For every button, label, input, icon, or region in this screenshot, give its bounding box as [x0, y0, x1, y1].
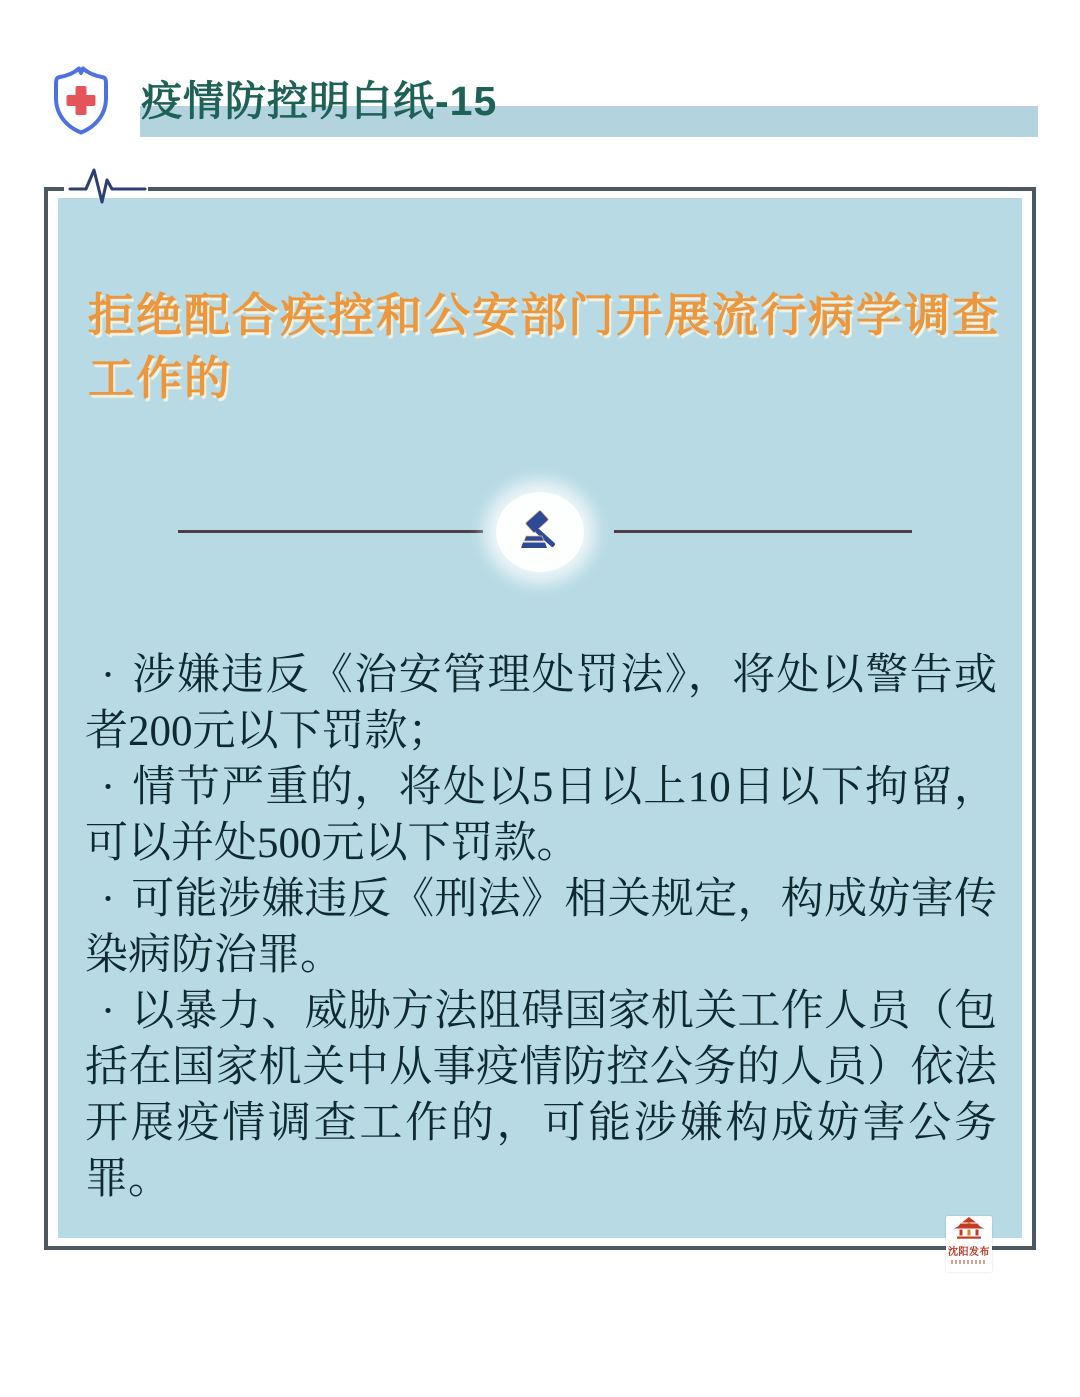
badge-subtext-line: [951, 1260, 987, 1264]
ecg-heartbeat-icon: [60, 160, 160, 210]
bullet-text: 情节严重的，将处以5日以上10日以下拘留，可以并处500元以下罚款。: [85, 764, 997, 867]
bullet-item: [85, 760, 997, 872]
gavel-icon: [516, 508, 564, 556]
card-heading: 拒绝配合疾控和公安部门开展流行病学调查工作的: [88, 289, 1000, 404]
publisher-badge: [946, 1216, 992, 1272]
bullet-dot: ·: [100, 988, 116, 1035]
bullet-item: [85, 648, 997, 760]
bullet-list: [85, 648, 997, 1208]
page-title: 疫情防控明白纸-15: [141, 78, 498, 124]
gavel-circle: [496, 492, 584, 572]
bullet-text: 可能涉嫌违反《刑法》相关规定，构成妨害传染病防治罪。: [85, 876, 997, 979]
badge-name: 沈阳发布: [948, 1247, 990, 1258]
shield-cross-icon: [46, 64, 116, 138]
bullet-item: [85, 984, 997, 1208]
bullet-text: 以暴力、威胁方法阻碍国家机关工作人员（包括在国家机关中从事疫情防控公务的人员）依法开展疫情调查工作的，可能涉嫌构成妨害公务罪。: [85, 988, 997, 1203]
pavilion-icon: [951, 1216, 987, 1242]
bullet-dot: ·: [100, 652, 116, 699]
bullet-item: [85, 872, 997, 984]
divider-line-left: [178, 530, 483, 533]
bullet-dot: ·: [100, 764, 116, 811]
info-card: [58, 198, 1022, 1238]
bullet-dot: ·: [100, 876, 116, 923]
bullet-text: 涉嫌违反《治安管理处罚法》，将处以警告或者200元以下罚款；: [85, 652, 997, 755]
divider-line-right: [614, 530, 912, 533]
